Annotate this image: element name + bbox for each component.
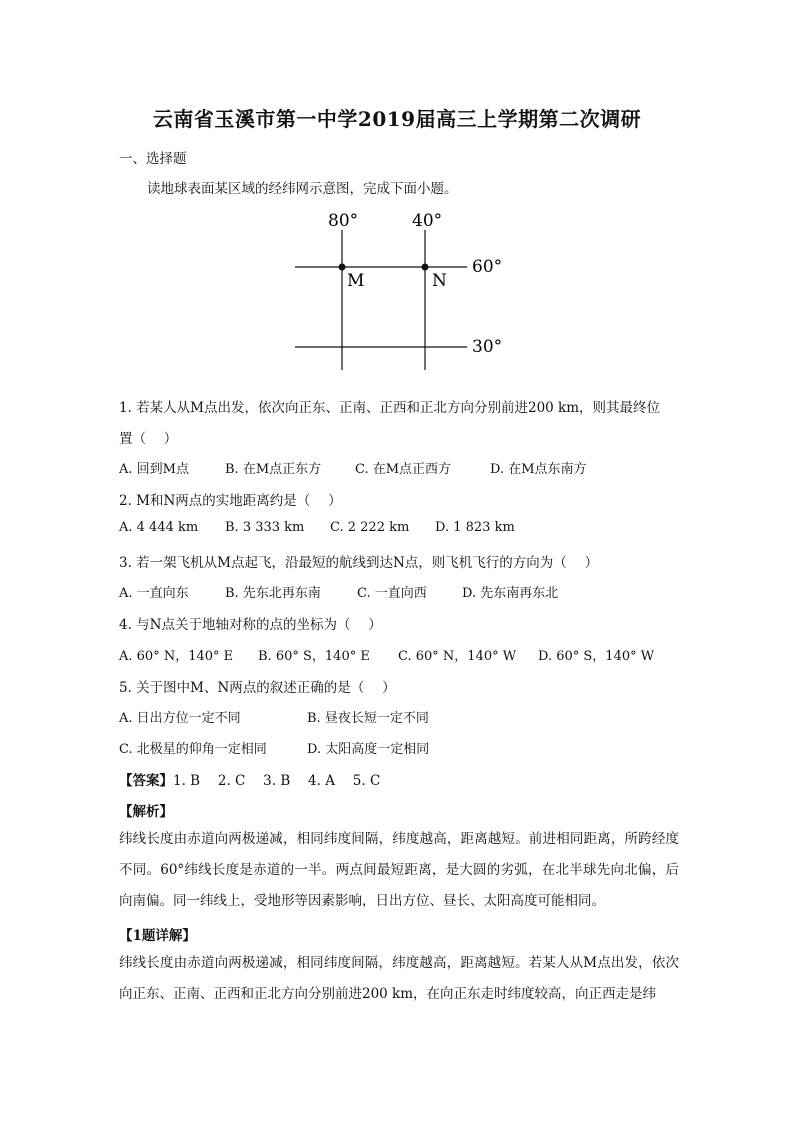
answer-label: 【答案】 bbox=[119, 773, 173, 789]
detail-1-body: 纬线长度由赤道向两极递减，相同纬度间隔，纬度越高，距离越短。若某人从M点出发，依次向正东、正南、正西和正北方向分别前进200 km，在向正东走时纬度较高，向正西走是纬 bbox=[119, 955, 679, 1002]
section-heading: 一、选择题 bbox=[119, 151, 187, 167]
document-title: 云南省玉溪市第一中学2019届高三上学期第二次调研 bbox=[152, 107, 642, 131]
q4-option-d: D. 60° S，140° W bbox=[538, 649, 655, 664]
q4-option-b: B. 60° S，140° E bbox=[258, 649, 370, 664]
lat-label-60: 60° bbox=[472, 257, 503, 277]
q5-option-b: B. 昼夜长短一定不同 bbox=[307, 711, 429, 726]
analysis-heading: 【解析】 bbox=[119, 804, 173, 820]
question-2-stem: 2. M和N两点的实地距离约是（ ） bbox=[119, 493, 342, 509]
q5-option-a: A. 日出方位一定不同 bbox=[119, 711, 241, 726]
point-n-label: N bbox=[432, 271, 447, 291]
q3-option-b: B. 先东北再东南 bbox=[225, 586, 321, 601]
q4-option-c: C. 60° N，140° W bbox=[398, 649, 517, 664]
q4-option-a: A. 60° N，140° E bbox=[119, 649, 234, 664]
q2-option-b: B. 3 333 km bbox=[225, 520, 305, 535]
q1-option-b: B. 在M点正东方 bbox=[225, 462, 322, 477]
question-1-stem-cont: 置（ ） bbox=[119, 431, 178, 447]
graticule-figure bbox=[285, 208, 525, 373]
question-3-stem: 3. 若一架飞机从M点起飞，沿最短的航线到达N点，则飞机飞行的方向为（ ） bbox=[119, 555, 599, 571]
question-1-stem: 1. 若某人从M点出发，依次向正东、正南、正西和正北方向分别前进200 km，则其最终位 bbox=[119, 400, 661, 416]
lon-label-80: 80° bbox=[328, 211, 359, 231]
detail-1-heading: 【1题详解】 bbox=[119, 928, 196, 944]
q5-option-d: D. 太阳高度一定相同 bbox=[307, 742, 430, 757]
intro-text: 读地球表面某区域的经纬网示意图，完成下面小题。 bbox=[147, 181, 458, 197]
q1-option-a: A. 回到M点 bbox=[119, 462, 189, 477]
point-m-dot bbox=[339, 264, 346, 271]
analysis-body: 纬线长度由赤道向两极递减，相同纬度间隔，纬度越高，距离越短。前进相同距离，所跨经度不同。60°纬线长度是赤道的一半。两点间最短距离，是大圆的劣弧，在北半球先向北偏，后向南偏。同一纬线上，受地形等因素影响，日出方位、昼长、太阳高度可能相同。 bbox=[119, 831, 679, 909]
lat-label-30: 30° bbox=[472, 337, 503, 357]
answer-items: 1. B 2. C 3. B 4. A 5. C bbox=[173, 773, 381, 789]
q1-option-d: D. 在M点东南方 bbox=[490, 462, 587, 477]
question-5-stem: 5. 关于图中M、N两点的叙述正确的是（ ） bbox=[119, 680, 396, 696]
answer-line bbox=[119, 769, 380, 789]
q2-option-c: C. 2 222 km bbox=[330, 520, 410, 535]
q5-option-c: C. 北极星的仰角一定相同 bbox=[119, 742, 267, 757]
q2-option-d: D. 1 823 km bbox=[435, 520, 515, 535]
question-4-stem: 4. 与N点关于地轴对称的点的坐标为（ ） bbox=[119, 617, 382, 633]
q3-option-d: D. 先东南再东北 bbox=[462, 586, 559, 601]
q2-option-a: A. 4 444 km bbox=[119, 520, 199, 535]
q3-option-c: C. 一直向西 bbox=[357, 586, 427, 601]
point-n-dot bbox=[422, 264, 429, 271]
q1-option-c: C. 在M点正西方 bbox=[355, 462, 452, 477]
lon-label-40: 40° bbox=[412, 211, 443, 231]
q3-option-a: A. 一直向东 bbox=[119, 586, 189, 601]
point-m-label: M bbox=[347, 271, 365, 291]
